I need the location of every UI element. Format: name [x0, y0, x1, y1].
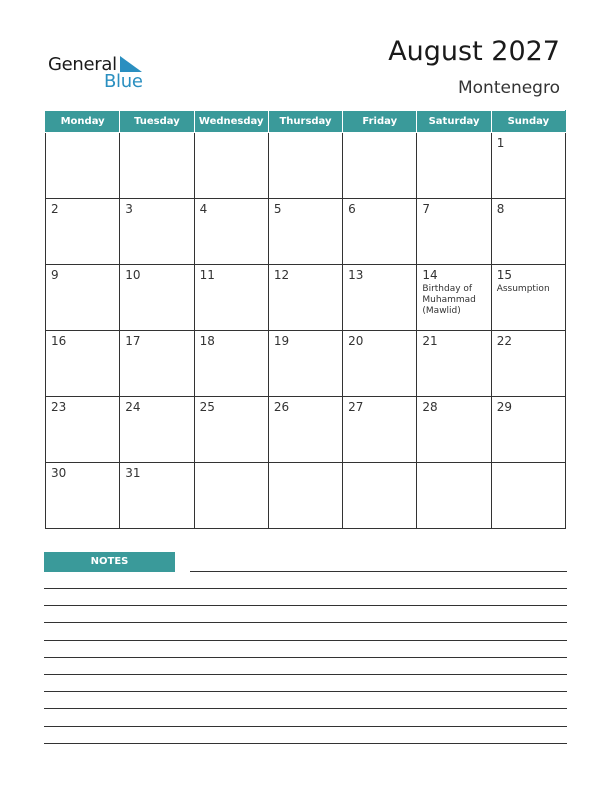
- notes-rule-line: [44, 657, 567, 658]
- notes-rule-line: [44, 622, 567, 623]
- week-row: [46, 397, 566, 463]
- calendar-body: [46, 133, 566, 529]
- notes-rule-line: [44, 708, 567, 709]
- notes-rule-line: [44, 605, 567, 606]
- day-cell: [417, 199, 491, 265]
- day-cell: [194, 331, 268, 397]
- notes-rule-line: [44, 640, 567, 641]
- day-cell: [120, 331, 194, 397]
- weekday-header: Sunday: [491, 111, 565, 133]
- day-cell: [417, 265, 491, 331]
- day-cell: [491, 265, 565, 331]
- notes-rule-line: [44, 726, 567, 727]
- weekday-header: Wednesday: [194, 111, 268, 133]
- day-cell: [343, 463, 417, 529]
- day-cell: [491, 133, 565, 199]
- day-number: 12: [273, 268, 290, 282]
- day-cell: [120, 463, 194, 529]
- day-cell: [120, 397, 194, 463]
- day-number: 14: [422, 268, 438, 282]
- notes-rule-line: [44, 743, 567, 744]
- day-cell: [194, 397, 268, 463]
- day-cell: [491, 463, 565, 529]
- day-number: 8: [496, 202, 505, 216]
- day-number: 25: [199, 400, 215, 414]
- logo-text-general: General: [48, 54, 117, 75]
- day-cell: [194, 199, 268, 265]
- day-cell: [194, 463, 268, 529]
- notes-rule-line: [190, 571, 567, 572]
- notes-rule-line: [44, 691, 567, 692]
- day-cell: [343, 199, 417, 265]
- day-number: 24: [125, 400, 141, 414]
- day-number: 29: [496, 400, 512, 414]
- day-cell: [194, 133, 268, 199]
- day-number: 28: [422, 400, 438, 414]
- day-number: 22: [496, 334, 512, 348]
- day-number: 26: [273, 400, 290, 414]
- weekday-header-row: [46, 111, 566, 133]
- week-row: [46, 133, 566, 199]
- country-name: Montenegro: [457, 78, 560, 98]
- day-cell: [491, 199, 565, 265]
- notes-rule-line: [44, 588, 567, 589]
- logo-text-blue: Blue: [104, 71, 143, 92]
- day-number: 27: [348, 400, 364, 414]
- weekday-header: Saturday: [417, 111, 491, 133]
- day-number: 30: [51, 466, 67, 480]
- day-cell: [417, 133, 491, 199]
- day-number: 7: [422, 202, 431, 216]
- holiday-label: Birthday of Muhammad (Mawlid): [422, 284, 476, 316]
- logo-triangle-icon: [120, 56, 142, 72]
- day-cell: [268, 397, 342, 463]
- day-number: 9: [51, 268, 59, 282]
- day-cell: [46, 463, 120, 529]
- day-cell: [268, 199, 342, 265]
- day-number: 11: [199, 268, 215, 282]
- day-cell: [268, 265, 342, 331]
- notes-rule-line: [44, 674, 567, 675]
- day-number: 10: [125, 268, 141, 282]
- day-number: 4: [199, 202, 208, 216]
- day-number: 16: [51, 334, 67, 348]
- day-cell: [343, 133, 417, 199]
- day-number: 5: [273, 202, 282, 216]
- week-row: [46, 463, 566, 529]
- day-cell: [343, 331, 417, 397]
- day-number: 2: [51, 202, 59, 216]
- holiday-label: Assumption: [496, 284, 550, 294]
- day-cell: [417, 463, 491, 529]
- notes-label: NOTES: [44, 552, 175, 572]
- calendar-grid: [45, 110, 566, 529]
- day-number: 21: [422, 334, 438, 348]
- week-row: [46, 199, 566, 265]
- month-year-title: August 2027: [388, 36, 560, 67]
- day-cell: [46, 331, 120, 397]
- day-cell: [417, 331, 491, 397]
- weekday-header: Monday: [46, 111, 120, 133]
- day-number: 19: [273, 334, 290, 348]
- day-cell: [46, 133, 120, 199]
- weekday-header: Thursday: [268, 111, 342, 133]
- day-number: 3: [125, 202, 133, 216]
- weekday-header: Tuesday: [120, 111, 194, 133]
- week-row: [46, 265, 566, 331]
- day-number: 17: [125, 334, 141, 348]
- day-cell: [46, 199, 120, 265]
- day-number: 6: [348, 202, 356, 216]
- week-row: [46, 331, 566, 397]
- day-number: 1: [496, 136, 505, 150]
- day-number: 20: [348, 334, 364, 348]
- day-number: 23: [51, 400, 67, 414]
- day-cell: [120, 133, 194, 199]
- day-cell: [491, 397, 565, 463]
- day-number: 15: [496, 268, 512, 282]
- weekday-header: Friday: [343, 111, 417, 133]
- day-cell: [268, 133, 342, 199]
- day-cell: [46, 265, 120, 331]
- day-cell: [268, 331, 342, 397]
- day-number: 18: [199, 334, 215, 348]
- generalblue-logo: [48, 52, 158, 92]
- day-cell: [491, 331, 565, 397]
- day-cell: [343, 397, 417, 463]
- day-cell: [120, 199, 194, 265]
- day-cell: [417, 397, 491, 463]
- day-cell: [194, 265, 268, 331]
- day-number: 13: [348, 268, 364, 282]
- day-cell: [268, 463, 342, 529]
- day-number: 31: [125, 466, 141, 480]
- day-cell: [120, 265, 194, 331]
- day-cell: [343, 265, 417, 331]
- day-cell: [46, 397, 120, 463]
